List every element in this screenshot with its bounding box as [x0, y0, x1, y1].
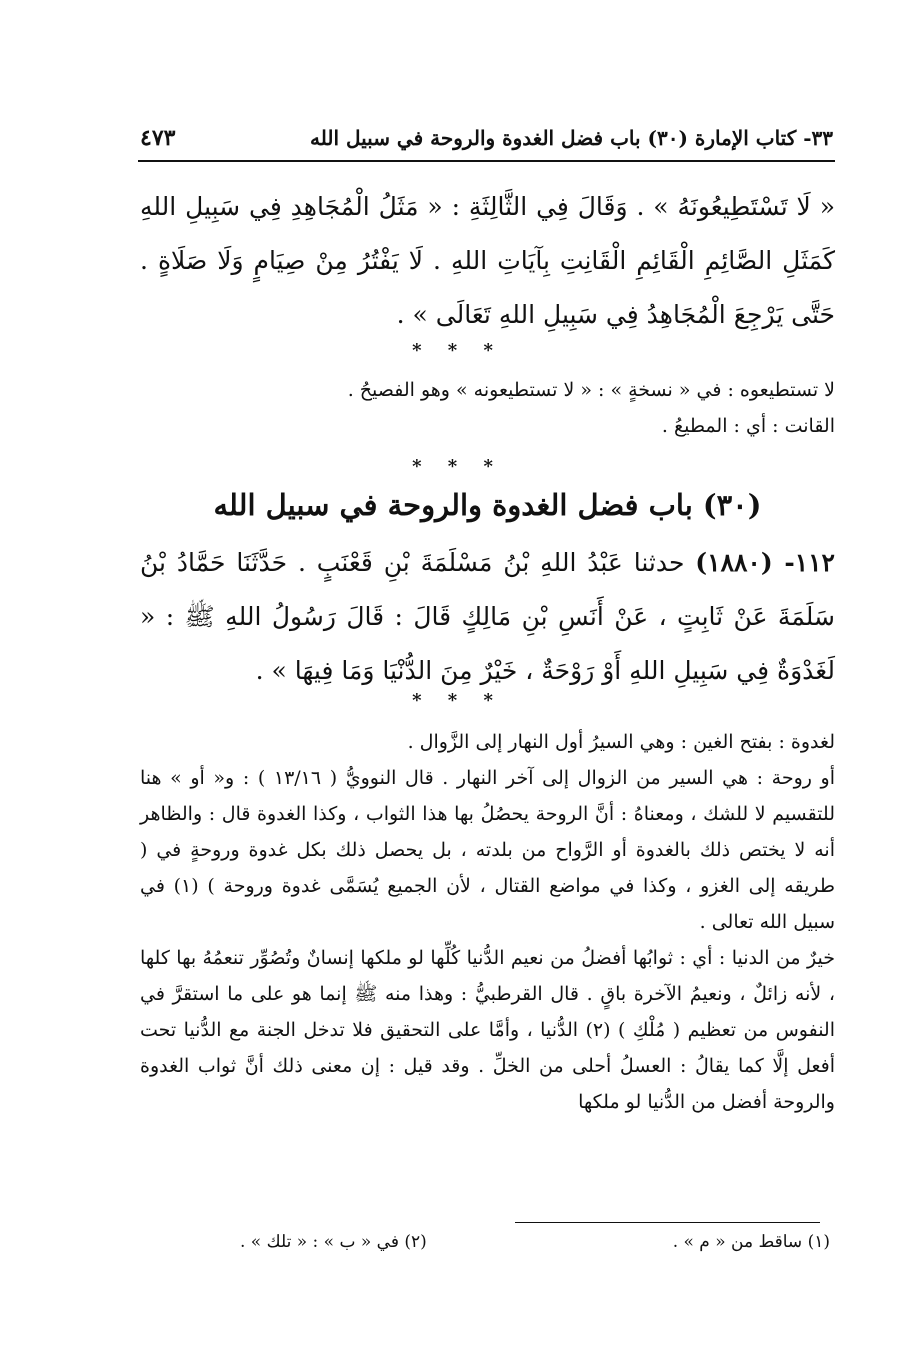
note-paragraph: أو روحة : هي السير من الزوال إلى آخر النهار . قال النوويُّ ( ١٣/١٦ ) : و« أو » هنا للتقسيم لا للشك ، ومعناهُ : أنَّ الروحة يحصُلُ بها هذا الثواب ، وكذا الغدوة قال : والظاهر أنه لا يختص ذلك بالغدوة أو الرَّواح من بلدته ، بل يحصل ذلك بكل غدوة وروحةٍ في ( طريقه إلى الغزو ، وكذا في مواضع القتال ، لأن الجميع يُسَمَّى غدوة وروحة ) (١) في سبيل الله تعالى . [140, 767, 835, 933]
note-line: لا تستطيعوه : في « نسخةٍ » : « لا تستطيعونه » وهو الفصيحُ . [347, 379, 835, 401]
section-separator: * * * [412, 340, 503, 361]
note-paragraph: خيرٌ من الدنيا : أي : ثوابُها أفضلُ من نعيم الدُّنيا كُلِّها لو ملكها إنسانٌ وتُصُوِّر تنعمُهُ بها كلها ، لأنه زائلٌ ، ونعيمُ الآخرة باقٍ . قال القرطبيُّ : وهذا منه ﷺ إنما هو على ما استقرَّ في النفوس من تعظيم ( مُلْكِ ) (٢) الدُّنيا ، وأمَّا على التحقيق فلا تدخل الجنة مع الدُّنيا تحت أفعل إلَّا كما يقالُ : العسلُ أحلى من الخلِّ . وقد قيل : إن معنى ذلك أنَّ ثواب الغدوة والروحة أفضل من الدُّنيا لو ملكها [140, 947, 835, 1113]
footnote-rule [515, 1222, 820, 1223]
section-separator: * * * [412, 690, 503, 711]
footnotes [240, 1232, 830, 1252]
hadith-text: « لَا تَسْتَطِيعُونَهُ » . وَقَالَ فِي الثَّالِثَةِ : « مَثَلُ الْمُجَاهِدِ فِي سَبِيلِ اللهِ كَمَثَلِ الصَّائِمِ الْقَائِمِ الْقَانِتِ بِآيَاتِ اللهِ . لَا يَفْتُرُ مِنْ صِيَامٍ وَلَا صَلَاةٍ . حَتَّى يَرْجِعَ الْمُجَاهِدُ فِي سَبِيلِ اللهِ تَعَالَى » . [140, 192, 835, 329]
header-rule [138, 160, 835, 162]
hadith-112 [140, 536, 835, 698]
page-number: ٤٧٣ [140, 125, 176, 151]
hadith-111-ending [140, 180, 835, 342]
explanatory-notes-2 [140, 724, 835, 1120]
footnote-2: (٢) في « ب » : « تلك » . [240, 1232, 427, 1252]
hadith-number: ١١٢- (١٨٨٠) [695, 548, 835, 577]
note-paragraph: لغدوة : بفتح الغين : وهي السيرُ أول النهار إلى الزَّوال . [407, 731, 835, 753]
running-header [140, 118, 833, 158]
running-title: ٣٣- كتاب الإمارة (٣٠) باب فضل الغدوة والروحة في سبيل الله [310, 126, 833, 150]
footnote-1: (١) ساقط من « م » . [672, 1232, 830, 1252]
hadith-text: حدثنا عَبْدُ اللهِ بْنُ مَسْلَمَةَ بْنِ قَعْنَبٍ . حَدَّثَنَا حَمَّادُ بْنُ سَلَمَةَ عَنْ ثَابِتٍ ، عَنْ أَنَسِ بْنِ مَالِكٍ قَالَ : قَالَ رَسُولُ اللهِ ﷺ : « لَغَدْوَةٌ فِي سَبِيلِ اللهِ أَوْ رَوْحَةٌ ، خَيْرٌ مِنَ الدُّنْيَا وَمَا فِيهَا » . [140, 548, 835, 685]
chapter-heading: (٣٠) باب فضل الغدوة والروحة في سبيل الله [213, 488, 762, 522]
explanatory-notes-1 [140, 372, 835, 444]
note-line: القانت : أي : المطيعُ . [661, 415, 835, 437]
section-separator: * * * [412, 456, 503, 477]
